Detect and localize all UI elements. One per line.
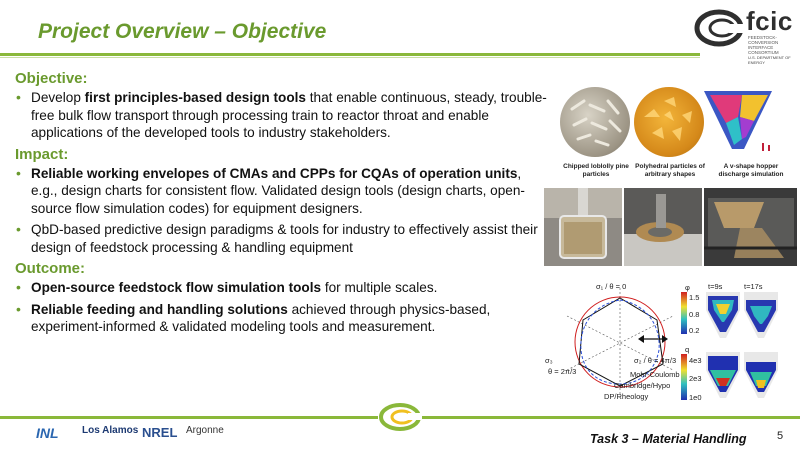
sim-tick-q-high: 4e3 bbox=[689, 356, 702, 365]
impact-heading: Impact: bbox=[15, 145, 69, 163]
logo-subtitle: FEEDSTOCK-CONVERSION INTERFACE CONSORTIUM bbox=[748, 35, 779, 55]
outcome-item: • Open-source feedstock flow simulation tools for multiple scales. bbox=[15, 279, 550, 297]
page-number: 5 bbox=[777, 430, 784, 442]
hopper-sim-t1-phi bbox=[706, 292, 740, 342]
outcome-heading: Outcome: bbox=[15, 260, 86, 277]
objective-item: • Develop first principles-based design tools that enable continuous, steady, trouble-free bulk flow transport through processing train to reactor throat and enable applications of the developed tools to industry stakeholders. bbox=[15, 89, 550, 142]
sim-tick-q-mid: 2e3 bbox=[689, 374, 702, 383]
objective-section bbox=[15, 70, 550, 142]
partner-logo-argonne: Argonne bbox=[186, 425, 224, 436]
title-divider bbox=[0, 53, 700, 56]
label-dp-rheology: DP/Rheology bbox=[604, 392, 649, 401]
sim-tick-phi-mid: 0.8 bbox=[689, 310, 700, 319]
label-mohr-coulomb: Mohr-Coulomb bbox=[630, 370, 680, 379]
footer-task-label: Task 3 – Material Handling bbox=[590, 432, 747, 446]
partner-logo-inl: INL bbox=[36, 425, 59, 441]
label-sigma1: σ₁ / θ = 0 bbox=[596, 282, 627, 291]
ring-shear-photo bbox=[624, 188, 702, 266]
partner-logo-nrel: NREL bbox=[142, 425, 178, 440]
impact-section bbox=[15, 146, 550, 257]
label-theta-2pi3: θ = 2π/3 bbox=[548, 367, 577, 376]
outcome-item: • Reliable feeding and handling solutions achieved through physics-based, experiment-informed & validated modeling tools and measurement. bbox=[15, 301, 550, 336]
polyhedral-particles-texture bbox=[634, 87, 704, 157]
caption-polyhedral: Polyhedral particles of arbitrary shapes bbox=[635, 163, 705, 178]
sim-tick-q-low: 1e0 bbox=[689, 393, 702, 402]
logo-doe: U.S. DEPARTMENT OF ENERGY bbox=[748, 55, 791, 65]
sim-colorbars bbox=[681, 292, 689, 402]
fcic-swirl-icon bbox=[378, 402, 422, 432]
objective-heading: Objective: bbox=[15, 70, 88, 87]
pine-particles-texture bbox=[560, 87, 630, 157]
caption-hopper: A v-shape hopper discharge simulation bbox=[718, 163, 784, 178]
hopper-discharge-photo bbox=[704, 188, 797, 266]
footer-divider-right bbox=[422, 416, 800, 419]
double-arrow-icon bbox=[638, 334, 668, 344]
sim-tick-phi-low: 0.2 bbox=[689, 326, 700, 335]
hopper-simulation-image bbox=[702, 87, 774, 159]
outcome-section bbox=[15, 260, 550, 336]
main-content bbox=[15, 70, 550, 340]
sim-time-2: t=17s bbox=[744, 282, 763, 291]
slide-title: Project Overview – Objective bbox=[38, 20, 327, 43]
hopper-sim-t1-q bbox=[706, 352, 740, 402]
logo-name: fcic bbox=[746, 6, 793, 36]
title-divider-thin bbox=[0, 57, 700, 58]
sim-label-q: q bbox=[685, 345, 690, 354]
caption-pine: Chipped loblolly pine particles bbox=[563, 163, 629, 178]
sim-label-phi: φ bbox=[685, 283, 690, 292]
impact-item: • QbD-based predictive design paradigms & tools for industry to effectively assist their design of feedstock processing & handling equipment bbox=[15, 221, 550, 256]
hopper-sim-t2-phi bbox=[744, 292, 778, 342]
footer-divider-left bbox=[0, 416, 378, 419]
label-cambridge: Cambridge/Hypo bbox=[614, 381, 671, 390]
label-sigma3: σ₃ bbox=[545, 356, 553, 365]
partner-logo-los-alamos: Los Alamos bbox=[82, 425, 139, 436]
shear-test-photo bbox=[544, 188, 622, 266]
sim-tick-phi-high: 1.5 bbox=[689, 293, 700, 302]
label-sigma2: σ₂ / θ = 4π/3 bbox=[634, 356, 677, 365]
hopper-sim-t2-q bbox=[744, 352, 778, 402]
sim-time-1: t=9s bbox=[708, 282, 723, 291]
impact-item: • Reliable working envelopes of CMAs and CPPs for CQAs of operation units, e.g., design charts for consistent flow. Validated design tools (design charts, open-source flow simulation codes) for equipment designers. bbox=[15, 165, 550, 218]
